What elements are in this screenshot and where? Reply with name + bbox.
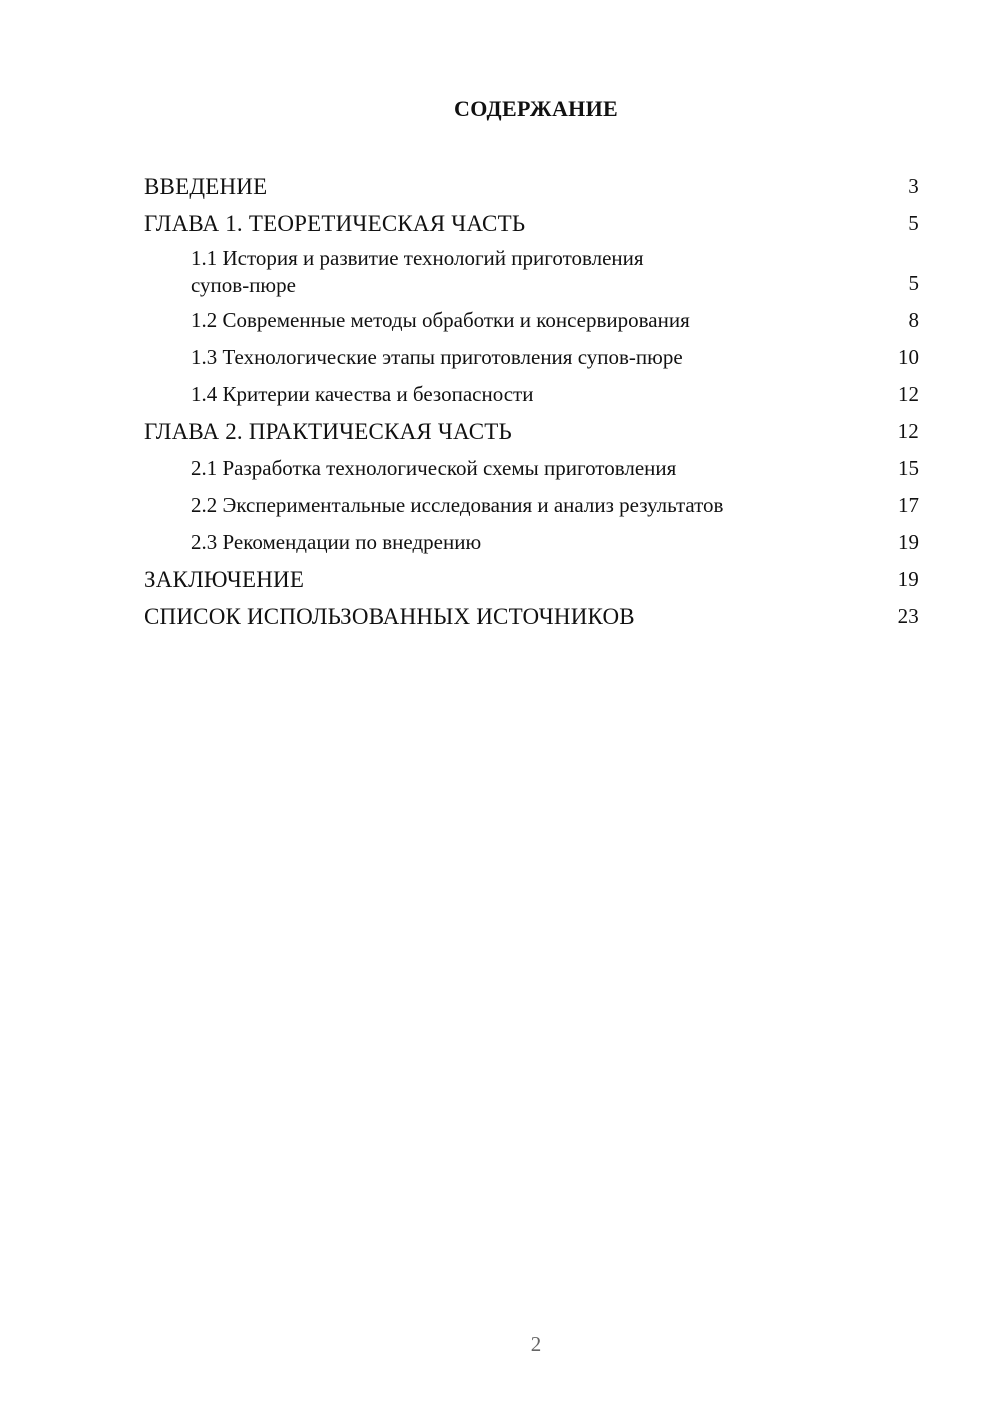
- page-number: 2: [530, 1332, 542, 1356]
- toc-entry-page: 10: [898, 345, 919, 369]
- toc-entry-text: 1.1 История и развитие технологий приготовления супов-пюре: [191, 246, 644, 297]
- toc-entry-page: 5: [908, 271, 919, 295]
- toc-entry-chapter-2[interactable]: [144, 413, 919, 450]
- toc-entry-conclusion[interactable]: [144, 561, 919, 598]
- toc-entry-text: 2.2 Экспериментальные исследования и анализ результатов: [191, 493, 724, 517]
- toc-entry-text: ЗАКЛЮЧЕНИЕ: [144, 567, 305, 592]
- toc-entry-page: 19: [897, 567, 919, 591]
- toc-entry-text: 1.3 Технологические этапы приготовления супов-пюре: [191, 345, 683, 369]
- toc-entry-text: 2.1 Разработка технологической схемы приготовления: [191, 456, 677, 480]
- toc-entry-page: 19: [898, 530, 919, 554]
- toc-entry-chapter-1[interactable]: [144, 205, 919, 242]
- toc-entry-page: 23: [897, 604, 919, 628]
- toc-entry-introduction[interactable]: [144, 168, 919, 205]
- toc-entry-section-2-3[interactable]: [144, 524, 919, 561]
- toc-entry-page: 17: [898, 493, 919, 517]
- toc-entry-text: 1.2 Современные методы обработки и консервирования: [191, 308, 690, 332]
- toc-entry-text: 1.4 Критерии качества и безопасности: [191, 382, 534, 406]
- toc-entry-page: 3: [908, 174, 919, 198]
- toc-entry-references[interactable]: [144, 598, 919, 635]
- table-of-contents: [144, 168, 919, 635]
- toc-entry-section-1-4[interactable]: [144, 376, 919, 413]
- toc-entry-page: 8: [908, 308, 919, 332]
- toc-entry-page: 15: [898, 456, 919, 480]
- toc-entry-section-2-1[interactable]: [144, 450, 919, 487]
- toc-entry-page: 12: [897, 419, 919, 443]
- toc-entry-text: ГЛАВА 1. ТЕОРЕТИЧЕСКАЯ ЧАСТЬ: [144, 211, 526, 236]
- toc-entry-text: 2.3 Рекомендации по внедрению: [191, 530, 482, 554]
- toc-entry-text: ВВЕДЕНИЕ: [144, 174, 268, 199]
- toc-entry-page: 5: [908, 211, 919, 235]
- toc-entry-text: СПИСОК ИСПОЛЬЗОВАННЫХ ИСТОЧНИКОВ: [144, 604, 635, 629]
- toc-entry-section-1-1[interactable]: [144, 242, 919, 302]
- toc-entry-section-2-2[interactable]: [144, 487, 919, 524]
- page-title: СОДЕРЖАНИЕ: [454, 96, 618, 121]
- toc-entry-section-1-2[interactable]: [144, 302, 919, 339]
- toc-entry-page: 12: [898, 382, 919, 406]
- toc-entry-section-1-3[interactable]: [144, 339, 919, 376]
- toc-entry-text: ГЛАВА 2. ПРАКТИЧЕСКАЯ ЧАСТЬ: [144, 419, 512, 444]
